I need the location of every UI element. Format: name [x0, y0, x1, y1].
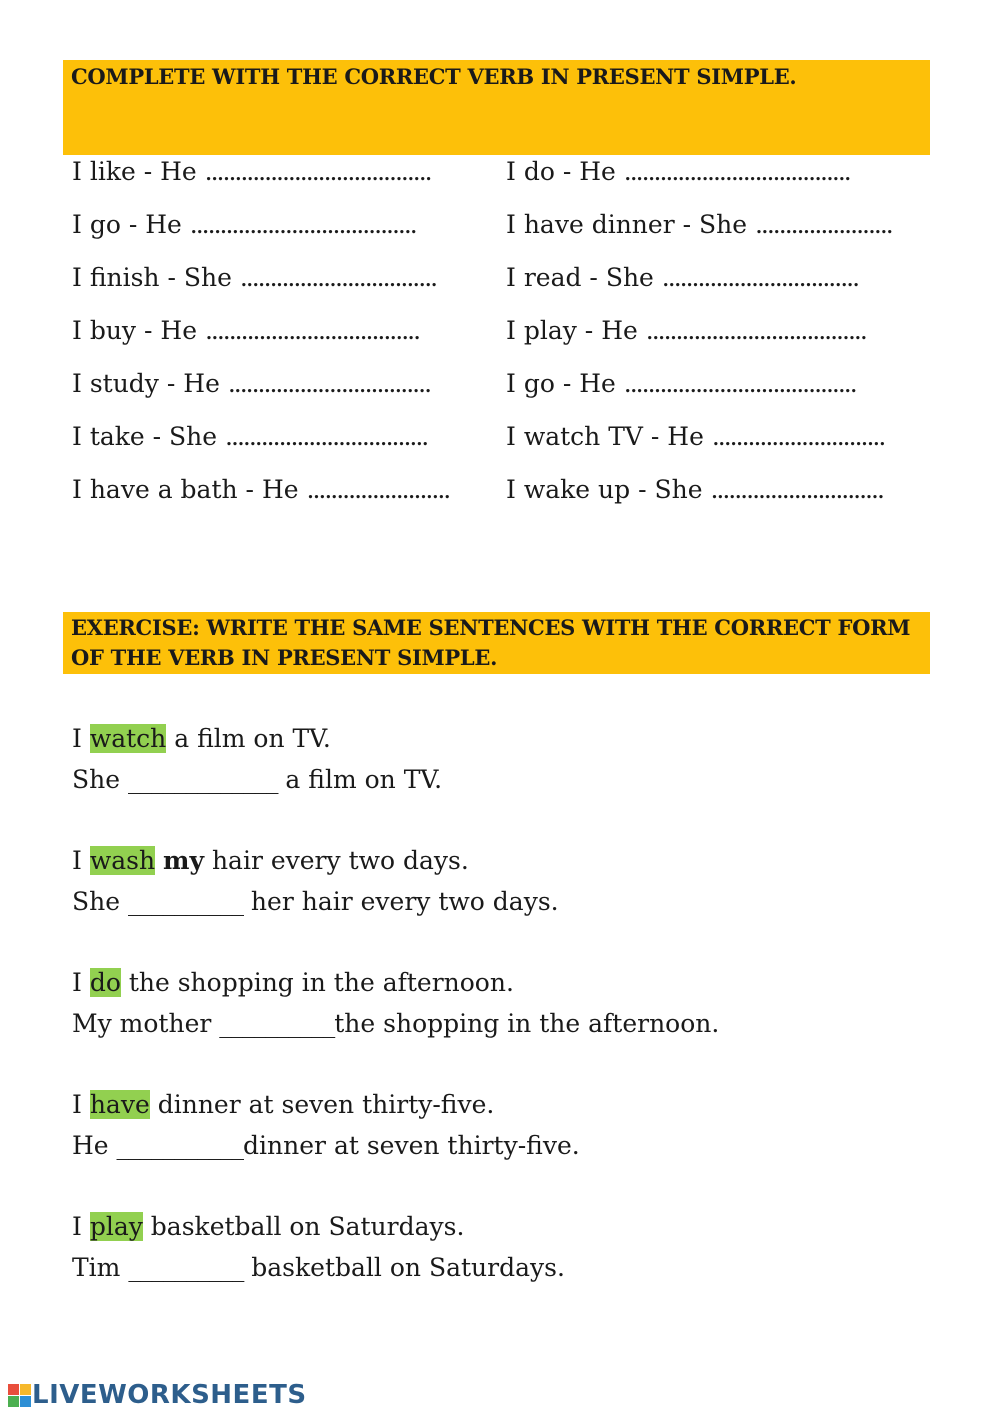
- sentence-rest: the shopping in the afternoon.: [120, 968, 514, 997]
- exercise-item: [72, 1084, 932, 1166]
- section2-header: [63, 612, 930, 674]
- answer-dots[interactable]: .............................: [710, 475, 883, 504]
- answer-subject: My mother: [72, 1009, 220, 1038]
- exercise-item: [72, 840, 932, 922]
- sentence-rest: dinner at seven thirty-five.: [149, 1090, 495, 1119]
- grid-row: [72, 258, 932, 311]
- grid-cell-left: [72, 152, 431, 192]
- example-sentence: [72, 840, 932, 881]
- example-sentence: [72, 1084, 932, 1125]
- section1-header: [63, 60, 930, 155]
- exercise-item: [72, 962, 932, 1044]
- answer-rest: basketball on Saturdays.: [243, 1253, 565, 1282]
- answer-blank[interactable]: _____________: [127, 765, 278, 794]
- sentence-prefix: I: [72, 846, 90, 875]
- grid-row: [72, 152, 932, 205]
- liveworksheets-logo[interactable]: [8, 1378, 307, 1412]
- highlighted-verb: watch: [89, 724, 167, 753]
- bold-word: my: [163, 846, 204, 875]
- prompt-text: I have a bath - He: [72, 475, 299, 504]
- answer-subject: She: [72, 887, 128, 916]
- answer-sentence: [72, 1003, 932, 1044]
- highlighted-verb: have: [89, 1090, 150, 1119]
- answer-dots[interactable]: ..................................: [225, 422, 428, 451]
- answer-dots[interactable]: ..................................: [227, 369, 431, 398]
- sentence-rest: a film on TV.: [166, 724, 331, 753]
- answer-sentence: [72, 1125, 932, 1166]
- example-sentence: [72, 962, 932, 1003]
- grid-cell-right: [506, 258, 858, 298]
- grid-cell-right: [506, 364, 856, 404]
- answer-blank[interactable]: __________: [127, 887, 243, 916]
- prompt-text: I play - He: [506, 316, 638, 345]
- example-sentence: [72, 718, 932, 759]
- grid-row: [72, 364, 932, 417]
- prompt-text: I study - He: [72, 369, 220, 398]
- prompt-text: I read - She: [506, 263, 654, 292]
- section2-title: EXERCISE: WRITE THE SAME SENTENCES WITH THE CORRECT FORM OF THE VERB IN PRESENT SIMPLE.: [71, 615, 911, 670]
- grid-cell-right: [506, 152, 850, 192]
- answer-subject: He: [72, 1131, 117, 1160]
- grid-cell-left: [72, 470, 449, 510]
- answer-blank[interactable]: ___________: [116, 1131, 244, 1160]
- highlighted-verb: wash: [89, 846, 156, 875]
- answer-subject: She: [72, 765, 128, 794]
- grid-cell-right: [506, 311, 866, 351]
- sentence-prefix: I: [72, 1090, 90, 1119]
- answer-blank[interactable]: __________: [128, 1253, 244, 1282]
- answer-dots[interactable]: .................................: [239, 263, 437, 292]
- prompt-text: I take - She: [72, 422, 218, 451]
- section1-title: COMPLETE WITH THE CORRECT VERB IN PRESENT SIMPLE.: [71, 64, 797, 89]
- prompt-text: I wake up - She: [506, 475, 703, 504]
- sentence-prefix: I: [72, 1212, 90, 1241]
- grid-cell-right: [506, 470, 883, 510]
- prompt-text: I buy - He: [72, 316, 197, 345]
- grid-row: [72, 205, 932, 258]
- highlighted-verb: do: [89, 968, 121, 997]
- answer-dots[interactable]: .......................................: [623, 369, 856, 398]
- example-sentence: [72, 1206, 932, 1247]
- grid-row: [72, 311, 932, 364]
- grid-cell-left: [72, 364, 430, 404]
- prompt-text: I do - He: [506, 157, 616, 186]
- grid-cell-right: [506, 417, 884, 457]
- answer-sentence: [72, 881, 932, 922]
- answer-rest: her hair every two days.: [242, 887, 559, 916]
- answer-rest: the shopping in the afternoon.: [334, 1009, 720, 1038]
- answer-dots[interactable]: .................................: [661, 263, 859, 292]
- liveworksheets-logo-icon: [8, 1384, 31, 1407]
- sentence-rest: basketball on Saturdays.: [142, 1212, 465, 1241]
- grid-cell-left: [72, 258, 436, 298]
- sentence-prefix: I: [72, 968, 90, 997]
- answer-subject: Tim: [72, 1253, 129, 1282]
- answer-dots[interactable]: .......................: [754, 210, 892, 239]
- grid-cell-left: [72, 417, 427, 457]
- answer-blank[interactable]: __________: [219, 1009, 335, 1038]
- highlighted-verb: play: [89, 1212, 143, 1241]
- grid-row: [72, 417, 932, 470]
- answer-sentence: [72, 1247, 932, 1288]
- grid-cell-right: [506, 205, 892, 245]
- prompt-text: I finish - She: [72, 263, 232, 292]
- grid-cell-left: [72, 205, 416, 245]
- answer-rest: dinner at seven thirty-five.: [243, 1131, 580, 1160]
- prompt-text: I have dinner - She: [506, 210, 748, 239]
- answer-sentence: [72, 759, 932, 800]
- prompt-text: I watch TV - He: [506, 422, 704, 451]
- sentence-prefix: I: [72, 724, 90, 753]
- answer-dots[interactable]: ........................: [306, 475, 450, 504]
- prompt-text: I go - He: [72, 210, 182, 239]
- answer-dots[interactable]: ......................................: [623, 157, 850, 186]
- grid-cell-left: [72, 311, 419, 351]
- sentence-rest: hair every two days.: [204, 846, 469, 875]
- answer-rest: a film on TV.: [277, 765, 443, 794]
- grid-row: [72, 470, 932, 523]
- answer-dots[interactable]: ......................................: [189, 210, 416, 239]
- exercise-item: [72, 1206, 932, 1288]
- prompt-text: I go - He: [506, 369, 616, 398]
- answer-dots[interactable]: ......................................: [204, 157, 431, 186]
- prompt-text: I like - He: [72, 157, 197, 186]
- answer-dots[interactable]: .....................................: [645, 316, 866, 345]
- answer-dots[interactable]: ....................................: [204, 316, 420, 345]
- logo-text: LIVEWORKSHEETS: [32, 1380, 307, 1410]
- answer-dots[interactable]: .............................: [711, 422, 885, 451]
- exercise-item: [72, 718, 932, 800]
